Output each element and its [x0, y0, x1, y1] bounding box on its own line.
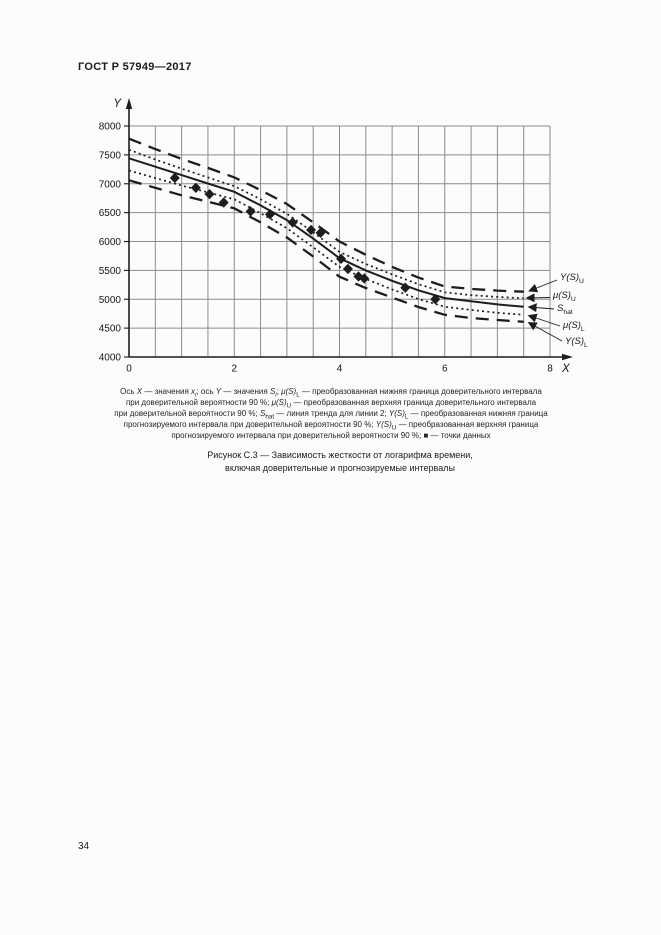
legend-leader-line: [529, 316, 561, 327]
x-axis-arrow: [562, 354, 573, 360]
y-tick-label: 5000: [98, 294, 121, 306]
caption-line: при доверительной вероятности 90 %; $\mu(S)_U$ — преобразованная верхняя граница доверительного интервала: [125, 398, 537, 410]
legend-leader-line: [529, 280, 557, 291]
data-point-diamond: [336, 254, 346, 264]
y-axis-label: Y: [113, 98, 121, 110]
figure-title-line: включая доверительные и прогнозируемые интервалы: [225, 462, 455, 473]
legend-label-YS-U: $Y(S)_U$: [560, 272, 584, 285]
data-point-diamond: [205, 189, 215, 199]
legend-label-S-hat: $S_{hat}$: [557, 302, 573, 316]
legend-label-μS-L: $\mu(S)_L$: [563, 319, 585, 333]
document-header: ГОСТ Р 57949—2017: [78, 61, 192, 73]
y-tick-label: 4000: [98, 352, 121, 364]
caption-line: прогнозируемого интервала при доверительной вероятности 90 %; ■ — точки данных: [171, 431, 491, 440]
caption-line: при доверительной вероятности 90 %; $S_{hat}$ — линия тренда для линии 2; $Y(S)_L$ — преобразованная нижняя граница: [114, 409, 548, 421]
figure-title: [80, 449, 600, 474]
data-point-diamond: [265, 209, 275, 219]
caption-line: Ось X — значения $x_i$; ось Y — значения $S_i$; $\mu(S)_L$ — преобразованная нижняя граница доверительного интервала: [120, 387, 542, 399]
curve-mu(S)_U: [129, 150, 524, 299]
x-tick-label: 4: [336, 363, 343, 375]
curve-Y(S)_U: [129, 139, 524, 292]
x-tick-label: 0: [126, 363, 132, 375]
caption-line: прогнозируемого интервала при доверительной вероятности 90 %; $Y(S)_U$ — преобразованная верхняя граница: [123, 420, 539, 432]
chart-canvas: [0, 0, 661, 385]
x-axis-label: X: [562, 363, 570, 375]
y-tick-label: 7500: [98, 150, 121, 162]
page-number: 34: [78, 841, 90, 852]
x-tick-label: 6: [441, 363, 448, 375]
x-tick-label: 2: [231, 363, 238, 375]
y-tick-label: 8000: [98, 121, 121, 133]
legend-label-μS-U: $\mu(S)_U$: [553, 290, 576, 303]
y-tick-label: 5500: [98, 265, 121, 277]
x-tick-label: 8: [547, 363, 553, 375]
data-point-diamond: [219, 197, 229, 207]
data-point-diamond: [343, 264, 353, 274]
y-tick-label: 6000: [98, 237, 121, 248]
y-tick-label: 6500: [98, 208, 121, 220]
y-tick-label: 4500: [98, 323, 121, 335]
y-tick-label: 7000: [98, 179, 121, 191]
figure-caption-note: [66, 386, 596, 441]
y-axis-arrow: [126, 98, 132, 109]
data-point-diamond: [246, 206, 256, 216]
figure-title-line: Рисунок С.3 — Зависимость жесткости от логарифма времени,: [207, 450, 473, 460]
legend-label-YS-L: $Y(S)_L$: [565, 335, 588, 349]
legend-leader-line: [527, 298, 551, 299]
